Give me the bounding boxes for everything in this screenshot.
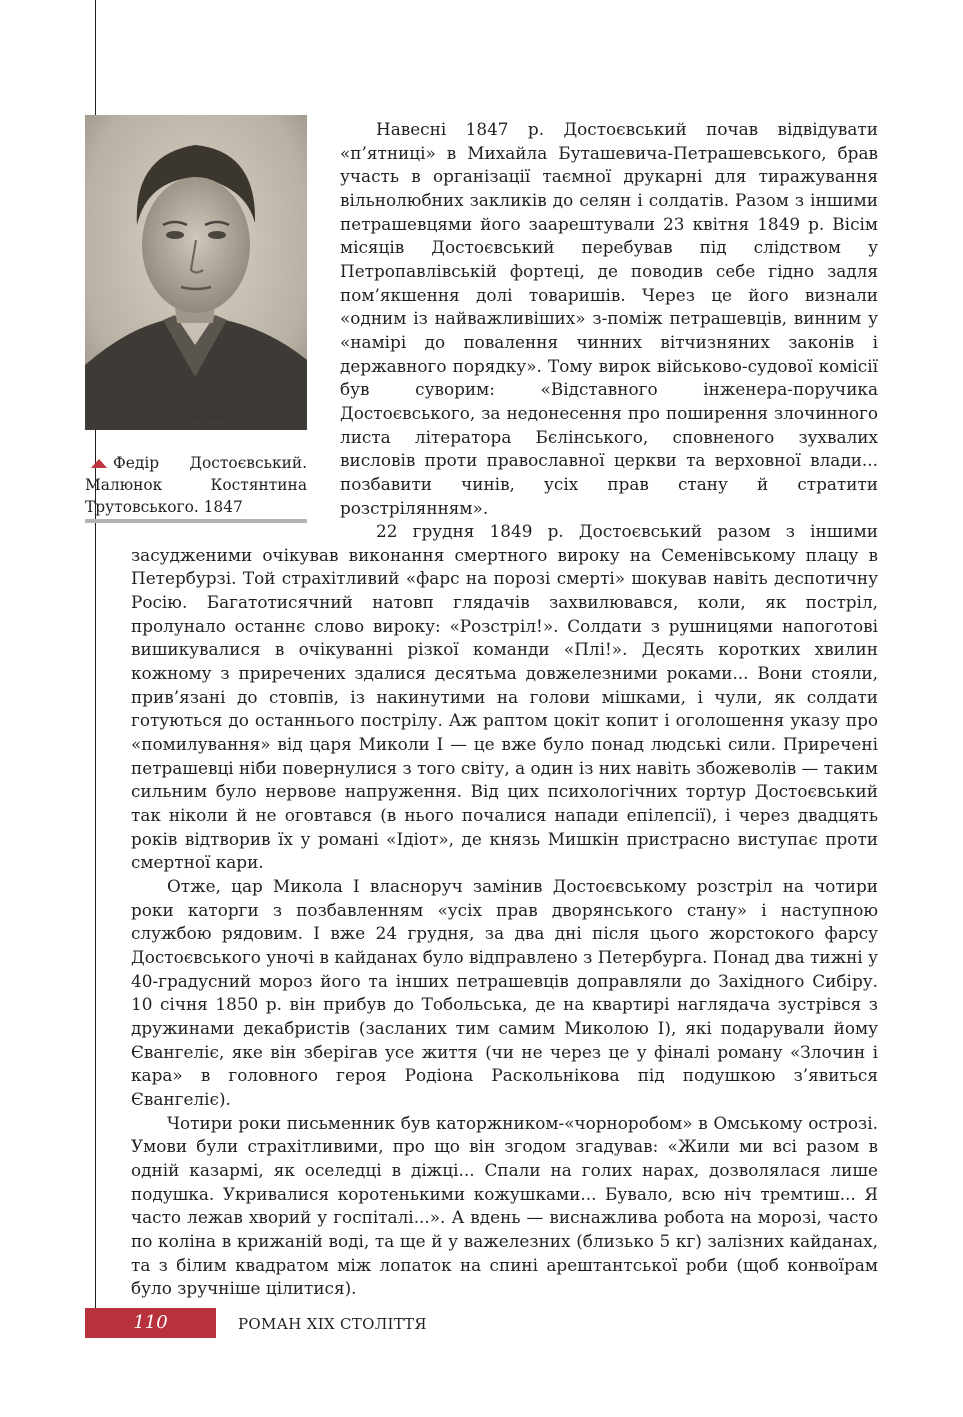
caption-triangle-icon <box>91 459 107 468</box>
page-number: 110 <box>133 1312 168 1333</box>
portrait-wrap-space <box>131 118 340 536</box>
article-body <box>131 118 878 1301</box>
caption-text: Федір Достоєвський. Малюнок Костянтина Трутовського. 1847 <box>85 454 307 516</box>
paragraph: Чотири роки письменник був каторжником-«чорноробом» в Омському острозі. Умови були страхітливими, про що він згодом згадував: «Жили ми всі разом в одній казармі, як оселедці в діжці... Спали на голих нарах, дозволялася лише подушка. Укривалися коротенькими кожушками... Бувало, всю ніч тремтиш... Я часто лежав хворий у госпіталі...». А вдень — виснажлива робота на морозі, часто по коліна в крижаній воді, та ще й у важелезних (близько 5 кг) залізних кайданах, та з білим квадратом між лопаток на спині арештантської роби (щоб конвоїрам було зручніше цілитися). <box>131 1112 878 1299</box>
running-footer-title: РОМАН XIX СТОЛІТТЯ <box>238 1315 427 1333</box>
paragraph: Навесні 1847 р. Достоєвський почав відвідувати «п’ятниці» в Михайла Буташевича-Петрашевського, брав участь в організації таємної друкарні для тиражування вільнолюбних закликів до селян і солдатів. Разом з іншими петрашевцями його заарештували 23 квітня 1849 р. Вісім місяців Достоєвський перебував під слідством у Петропавлівській фортеці, де поводив себе гідно задля пом’якшення долі товаришів. Через це його визнали «одним із найважливіших» з-поміж петрашевців, винним у «намірі до повалення чинних вітчизняних законів і державного порядку». Тому вирок військово-судової комісії був суворим: «Відставного інженера-поручика Достоєвського, за недонесення про поширення злочинного листа літератора Бєлінського, сповненого зухвалих висловів проти православної церкви та верховної влади... позбавити чинів, усіх прав стану й стратити розстрілянням». <box>340 119 878 518</box>
paragraph: 22 грудня 1849 р. Достоєвський разом з іншими засудженими очікував виконання смертного вироку на Семенівському плацу в Петербурзі. Той страхітливий «фарс на порозі смерті» шокував навіть деспотичну Росію. Багатотисячний натовп глядачів захвилювався, коли, як постріл, пролунало останнє слово вироку: «Розстріл!». Солдати з рушницями напоготові вишикувалися в очікуванні різкої команди «Плі!». Десять коротких хвилин кожному з приречених здалися десятьма довжелезними роками... Вони стояли, прив’язані до стовпів, із накинутими на голови мішками, і чули, як солдати готуються до останнього пострілу. Аж раптом цокіт копит і оголошення указу про «помилування» від царя Миколи І — це вже було понад людські сили. Приречені петрашевці ніби повернулися з того світу, а один із них навіть збожеволів — таким сильним було нервове напруження. Від цих психологічних тортур Достоєвський так ніколи й не оговтався (в нього почалися напади епілепсії), і через двадцять років відтворив їх у романі «Ідіот», де князь Мишкін пристрасно виступає проти смертної кари. <box>131 521 878 873</box>
portrait-signature: Ф.М. Достоевский — 1847 <box>155 413 283 423</box>
paragraph: Отже, цар Микола І власноруч замінив Достоєвському розстріл на чотири роки каторги з позбавленням «усіх прав дворянського стану» і наступною службою рядовим. І вже 24 грудня, за два дні після цього жорстокого фарсу Достоєвського уночі в кайданах було відправлено з Петербурга. Понад два тижні у 40-градусний мороз його та інших петрашевців доправляли до Західного Сибіру. 10 січня 1850 р. він прибув до Тобольська, де на квартирі наглядача зустрівся з дружинами декабристів (засланих тим самим Миколою І), які подарували йому Євангеліє, яке він зберігав усе життя (чи не через це у фіналі роману «Злочин і кара» в головного героя Родіона Раскольнікова під подушкою з’явиться Євангеліє). <box>131 876 878 1109</box>
